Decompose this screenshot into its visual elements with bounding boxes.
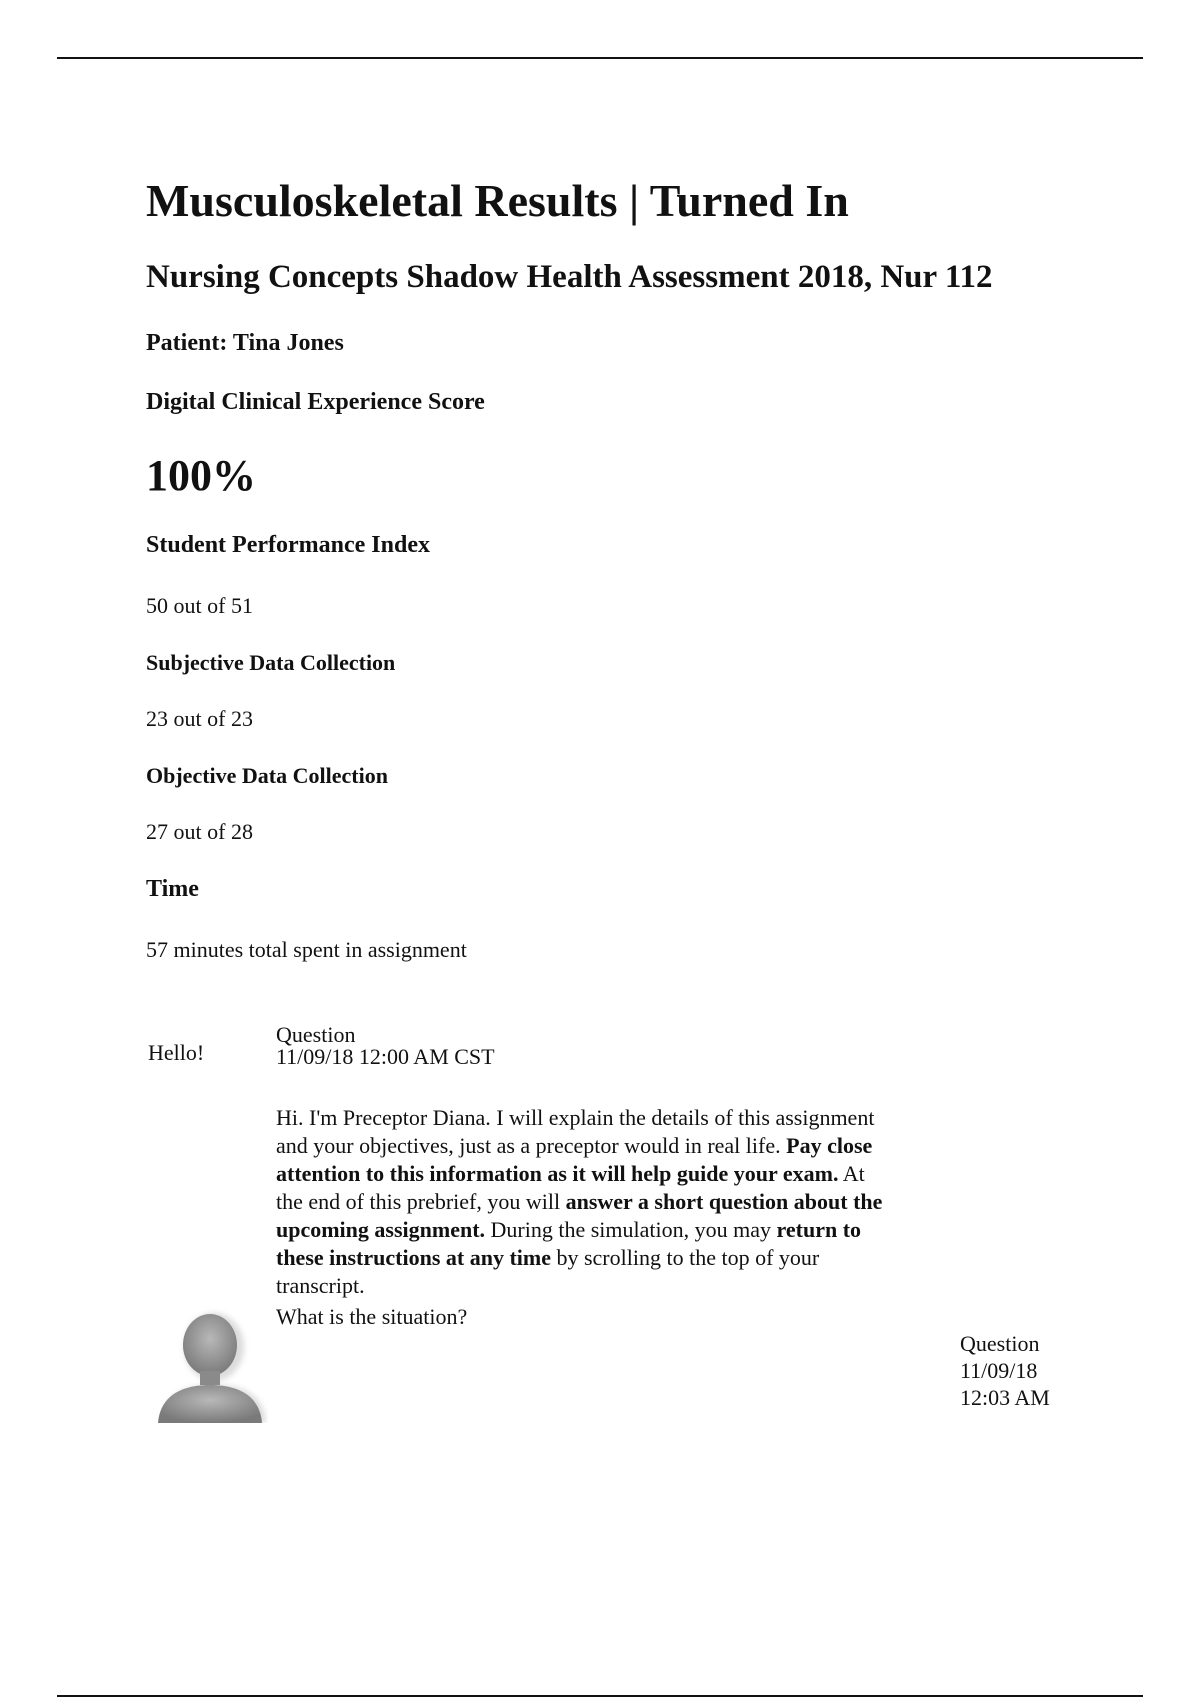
assignment-subtitle: Nursing Concepts Shadow Health Assessment 2018, Nur 112: [146, 259, 993, 295]
question-time: 12:03 AM: [960, 1385, 1050, 1410]
preceptor-message: [276, 1104, 956, 1300]
message-line: the end of this prebrief, you will answer a short question about the: [276, 1189, 883, 1214]
message-line: attention to this information as it will help guide your exam. At: [276, 1161, 865, 1186]
objective-data-label: Objective Data Collection: [146, 763, 388, 788]
question-label: Question: [276, 1022, 356, 1047]
person-silhouette-icon: [150, 1305, 268, 1423]
question-response-block: [960, 1330, 1050, 1411]
time-value: 57 minutes total spent in assignment: [146, 937, 467, 962]
message-line: Hi. I'm Preceptor Diana. I will explain the details of this assignment: [276, 1105, 875, 1130]
subjective-data-label: Subjective Data Collection: [146, 650, 396, 675]
objective-data-value: 27 out of 28: [146, 819, 253, 844]
dce-score-label: Digital Clinical Experience Score: [146, 389, 485, 415]
spi-value: 50 out of 51: [146, 593, 253, 618]
spi-label: Student Performance Index: [146, 532, 430, 558]
transcript-section-label: Hello!: [148, 1040, 205, 1065]
page-title: Musculoskeletal Results | Turned In: [146, 175, 849, 226]
top-divider: [57, 57, 1143, 59]
subjective-data-value: 23 out of 23: [146, 706, 253, 731]
bottom-divider: [57, 1695, 1143, 1697]
time-label: Time: [146, 876, 199, 902]
question-timestamp: 11/09/18 12:00 AM CST: [276, 1044, 495, 1069]
dce-score-value: 100%: [146, 451, 256, 500]
question-label: Question: [960, 1331, 1040, 1356]
question-date: 11/09/18: [960, 1358, 1038, 1383]
message-line: transcript.: [276, 1273, 365, 1298]
situation-question: What is the situation?: [276, 1304, 468, 1329]
avatar: [150, 1305, 268, 1423]
message-line: and your objectives, just as a preceptor would in real life. Pay close: [276, 1133, 873, 1158]
message-line: these instructions at any time by scrolling to the top of your: [276, 1245, 820, 1270]
message-line: upcoming assignment. During the simulation, you may return to: [276, 1217, 862, 1242]
patient-name: Patient: Tina Jones: [146, 330, 344, 356]
